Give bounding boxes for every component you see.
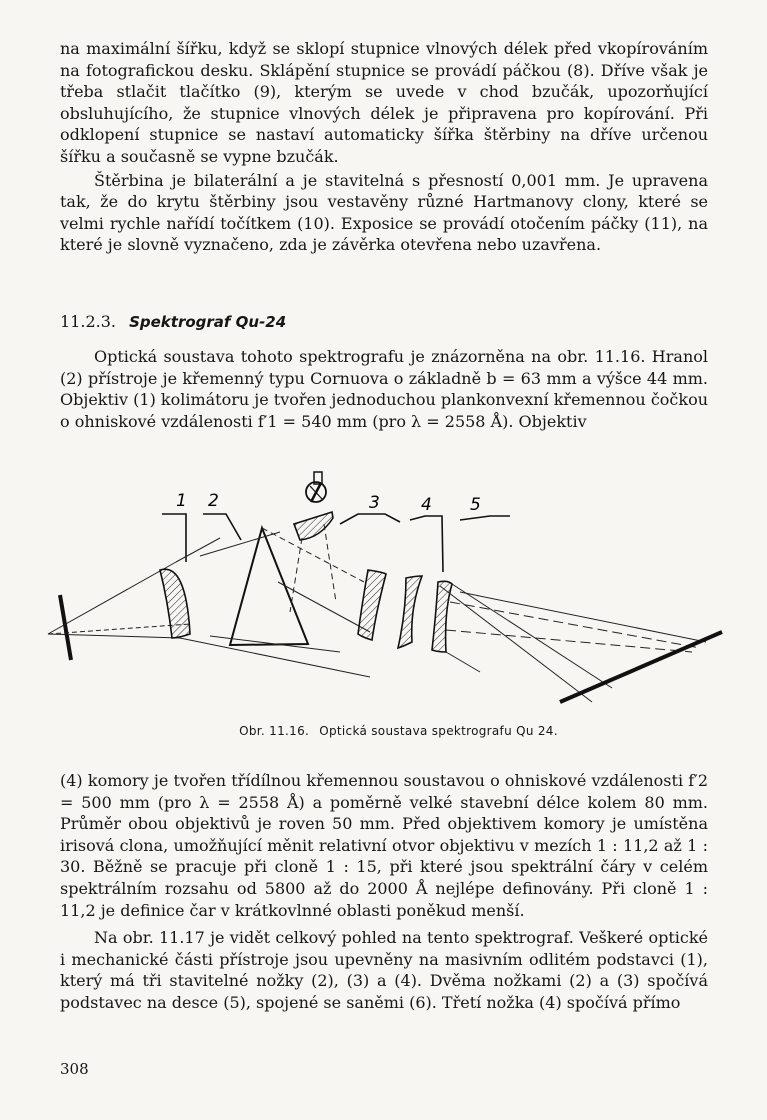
scale-lamp bbox=[306, 472, 326, 502]
caption-number: Obr. 11.16. bbox=[239, 724, 310, 738]
section-number: 11.2.3. bbox=[60, 312, 116, 331]
paragraph-2: Štěrbina je bilaterální a je stavitelná s přesností 0,001 mm. Je upravena tak, že do krytu štěrbiny jsou vestavěny různé Hartmanovy clony, které se velmi rychle nařídí točítkem (10). Exposice se provádí otočením páčky (11), na které je slovně vyznačeno, zda je závěrka otevřena nebo uzavřena. bbox=[60, 170, 708, 255]
caption-text: Optická soustava spektrografu Qu 24. bbox=[319, 724, 558, 738]
figure-label-4: 4 bbox=[421, 495, 432, 515]
section-heading bbox=[60, 312, 286, 331]
page-number: 308 bbox=[60, 1060, 89, 1078]
paragraph-3: Optická soustava tohoto spektrografu je znázorněna na obr. 11.16. Hranol (2) přístroje je křemenný typu Cornuova o základně b = 63 mm a výšce 44 mm. Objektiv (1) kolimátoru je tvořen jednoduchou plankonvexní křemennou čočkou o ohniskové vzdálenosti f′1 = 540 mm (pro λ = 2558 Å). Objektiv bbox=[60, 347, 708, 431]
section-text bbox=[60, 346, 708, 432]
figure-label-5: 5 bbox=[470, 495, 481, 515]
camera-rays bbox=[440, 584, 706, 702]
figure-leader-lines bbox=[162, 514, 510, 572]
entrance-slit bbox=[60, 595, 71, 660]
figure-label-1: 1 bbox=[176, 491, 187, 511]
figure-label-2: 2 bbox=[208, 491, 219, 511]
collimator-lens bbox=[160, 569, 190, 638]
scale-lens bbox=[294, 512, 333, 540]
camera-lens-element-2 bbox=[398, 576, 422, 648]
figure-caption bbox=[0, 724, 767, 738]
continuation-text bbox=[60, 770, 708, 1014]
camera-lens-element-3 bbox=[432, 581, 452, 652]
paragraph-1: na maximální šířku, když se sklopí stupnice vlnových délek před vkopírováním na fotografickou desku. Sklápění stupnice se provádí páčkou (8). Dříve však je třeba stlačit tlačítko (9), kterým se uvede v chod bzučák, upozorňující obsluhujícího, že stupnice vlnových délek je připravena pro kopírování. Při odklopení stupnice se nastaví automaticky šířka štěrbiny na dříve určenou šířku a současně se vypne bzučák. bbox=[60, 39, 708, 166]
collimator-rays bbox=[48, 538, 370, 677]
quartz-prism bbox=[230, 528, 308, 645]
paragraph-5: Na obr. 11.17 je vidět celkový pohled na tento spektrograf. Veškeré optické i mechanické části přístroje jsou upevněny na masivním odlitém podstavci (1), který má tři stavitelné nožky (2), (3) a (4). Dvěma nožkami (2) a (3) spočívá podstavec na desce (5), spojené se saněmi (6). Třetí nožka (4) spočívá přímo bbox=[60, 928, 708, 1012]
paragraph-4: (4) komory je tvořen třídílnou křemennou soustavou o ohniskové vzdálenosti f′2 = 500 mm (pro λ = 2558 Å) a poměrně velké stavební délce kolem 80 mm. Průměr obou objektivů je roven 50 mm. Před objektivem komory je umístěna irisová clona, umožňující měnit relativní otvor objektivu v mezích 1 : 11,2 až 1 : 30. Běžně se pracuje při cloně 1 : 15, při které jsou spektrální čáry v celém spektrálním rozsahu od 5800 až do 2000 Å nejlépe definovány. Při cloně 1 : 11,2 je definice čar v krátkovlnné oblasti poněkud menší. bbox=[60, 771, 708, 920]
optical-system-figure bbox=[40, 462, 740, 717]
intro-text bbox=[60, 38, 708, 256]
figure-label-3: 3 bbox=[369, 493, 380, 513]
section-title: Spektrograf Qu-24 bbox=[129, 313, 287, 331]
